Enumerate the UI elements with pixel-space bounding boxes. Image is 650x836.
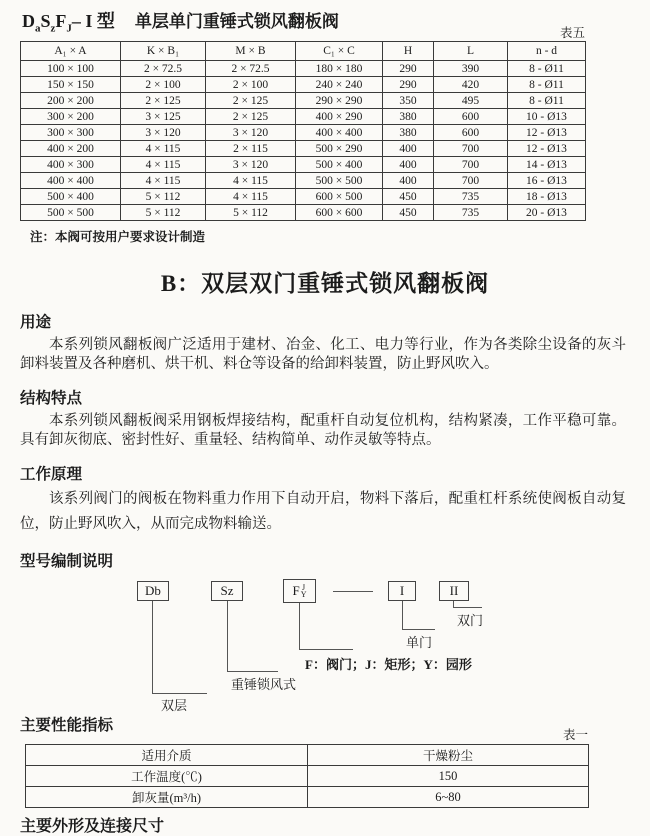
table-cell: 500 × 500 [296, 173, 383, 189]
table-row [21, 157, 586, 173]
leg-line-f-h [299, 649, 353, 650]
table-row [26, 766, 589, 787]
table-header-cell: L [434, 42, 508, 61]
table-cell: 290 × 290 [296, 93, 383, 109]
performance-table [25, 744, 589, 808]
table-cell: 400 × 400 [296, 125, 383, 141]
table-header-cell: n - d [508, 42, 586, 61]
table-cell: 5 × 112 [121, 189, 206, 205]
table-cell: 300 × 300 [21, 125, 121, 141]
model-box-i: I [388, 581, 416, 601]
table-note: 注：本阀可按用户要求设计制造 [30, 230, 206, 244]
table-cell: 工作温度(℃) [26, 766, 308, 787]
table-cell: 400 × 200 [21, 141, 121, 157]
label-double-door: 双门 [457, 613, 484, 628]
table-cell: 400 [383, 141, 434, 157]
table-cell: 400 [383, 173, 434, 189]
label-single-door: 单门 [406, 635, 433, 650]
leg-line-sz [227, 601, 228, 671]
model-dash-line [333, 591, 373, 592]
table-cell: 4 × 115 [206, 173, 296, 189]
table-cell: 14 - Ø13 [508, 157, 586, 173]
model-box-f-sup-sub: J Y [300, 582, 307, 600]
label-f-legend: F：阀门；J：矩形；Y：园形 [305, 657, 472, 672]
table-cell: 5 × 112 [206, 205, 296, 221]
table-cell: 450 [383, 205, 434, 221]
table-cell: 500 × 500 [21, 205, 121, 221]
table-cell: 300 × 200 [21, 109, 121, 125]
table-row [26, 787, 589, 808]
principle-heading: 工作原理 [20, 466, 83, 483]
leg-line-db [152, 601, 153, 693]
table-cell: 2 × 115 [206, 141, 296, 157]
table-cell: 2 × 72.5 [206, 61, 296, 77]
table-cell: 16 - Ø13 [508, 173, 586, 189]
table-row [21, 109, 586, 125]
table-cell: 400 [383, 157, 434, 173]
table-row [26, 745, 589, 766]
table-row [21, 93, 586, 109]
table-header-cell: C₁ × C [296, 42, 383, 61]
table-cell: 500 × 400 [296, 157, 383, 173]
table-cell: 150 × 150 [21, 77, 121, 93]
leg-line-i [402, 601, 403, 629]
table-cell: 8 - Ø11 [508, 61, 586, 77]
table-header-cell: K × B₁ [121, 42, 206, 61]
table-row [21, 173, 586, 189]
table-cell: 400 × 400 [21, 173, 121, 189]
table-cell: 735 [434, 189, 508, 205]
table-cell: 4 × 115 [121, 157, 206, 173]
label-double-layer: 双层 [161, 698, 188, 713]
table-cell: 600 × 500 [296, 189, 383, 205]
table-cell: 150 [308, 766, 589, 787]
table-cell: 12 - Ø13 [508, 141, 586, 157]
table-row [21, 77, 586, 93]
table-cell: 400 × 300 [21, 157, 121, 173]
table-cell: 6~80 [308, 787, 589, 808]
table-cell: 450 [383, 189, 434, 205]
table-header-cell: A₁ × A [21, 42, 121, 61]
table-cell: 700 [434, 141, 508, 157]
table-row [21, 189, 586, 205]
table-cell: 500 × 290 [296, 141, 383, 157]
model-box-ii: II [439, 581, 469, 601]
page-title: 单层单门重锤式锁风翻板阀 [134, 12, 339, 31]
table-cell: 2 × 100 [121, 77, 206, 93]
table-cell: 20 - Ø13 [508, 205, 586, 221]
table-row [21, 125, 586, 141]
table-five-label: 表五 [559, 26, 585, 40]
table-cell: 3 × 125 [121, 109, 206, 125]
table-cell: 350 [383, 93, 434, 109]
structure-heading: 结构特点 [20, 390, 83, 407]
table-cell: 2 × 125 [206, 93, 296, 109]
table-cell: 4 × 115 [121, 141, 206, 157]
table-cell: 735 [434, 205, 508, 221]
table-cell: 500 × 400 [21, 189, 121, 205]
table-cell: 2 × 125 [121, 93, 206, 109]
table-cell: 卸灰量(m³/h) [26, 787, 308, 808]
table-cell: 290 [383, 61, 434, 77]
dimension-table-header [21, 42, 586, 61]
model-number-diagram [0, 575, 650, 711]
model-box-db: Db [137, 581, 169, 601]
table-cell: 100 × 100 [21, 61, 121, 77]
table-cell: 5 × 112 [121, 205, 206, 221]
table-cell: 700 [434, 157, 508, 173]
table-cell: 495 [434, 93, 508, 109]
table-cell: 700 [434, 173, 508, 189]
principle-paragraph: 该系列阀门的阀板在物料重力作用下自动开启，物料下落后，配重杠杆系统使阀板自动复位，防止野风吹入，从而完成物料输送。 [20, 491, 626, 532]
performance-table-body [26, 745, 589, 808]
table-cell: 290 [383, 77, 434, 93]
table-cell: 240 × 240 [296, 77, 383, 93]
table-cell: 12 - Ø13 [508, 125, 586, 141]
table-cell: 适用介质 [26, 745, 308, 766]
table-header-cell: M × B [206, 42, 296, 61]
table-cell: 2 × 72.5 [121, 61, 206, 77]
model-spec-heading: 型号编制说明 [20, 553, 114, 570]
table-cell: 420 [434, 77, 508, 93]
table-cell: 2 × 125 [206, 109, 296, 125]
table-cell: 18 - Ø13 [508, 189, 586, 205]
table-cell: 600 × 600 [296, 205, 383, 221]
outline-dimensions-heading: 主要外形及连接尺寸 [20, 818, 165, 835]
table-cell: 3 × 120 [206, 157, 296, 173]
table-header-row [21, 42, 586, 61]
table-row [21, 205, 586, 221]
table-row [21, 141, 586, 157]
table-cell: 8 - Ø11 [508, 93, 586, 109]
table-header-cell: H [383, 42, 434, 61]
table-cell: 390 [434, 61, 508, 77]
dimension-table [20, 41, 586, 221]
table-cell: 200 × 200 [21, 93, 121, 109]
table-cell: 2 × 100 [206, 77, 296, 93]
structure-paragraph: 本系列锁风翻板阀采用钢板焊接结构，配重杆自动复位机构，结构紧凑，工作平稳可靠。具有卸灰彻底、密封性好、重量轻、结构简单、动作灵敏等特点。 [20, 413, 626, 448]
table-one-label: 表一 [562, 728, 588, 742]
leg-line-f [299, 603, 300, 649]
table-cell: 4 × 115 [206, 189, 296, 205]
table-cell: 600 [434, 109, 508, 125]
table-cell: 400 × 290 [296, 109, 383, 125]
usage-heading: 用途 [20, 314, 52, 331]
dimension-table-body [21, 61, 586, 221]
model-code: $D_aS_zF_J-$ I 型 [22, 11, 115, 35]
table-cell: 10 - Ø13 [508, 109, 586, 125]
table-cell: 3 × 120 [121, 125, 206, 141]
leg-line-i-h [402, 629, 435, 630]
table-cell: 180 × 180 [296, 61, 383, 77]
leg-line-ii-h [453, 607, 482, 608]
table-cell: 380 [383, 109, 434, 125]
leg-line-sz-h [227, 671, 278, 672]
label-hammer-type: 重锤锁风式 [231, 677, 297, 692]
table-cell: 8 - Ø11 [508, 77, 586, 93]
model-box-sz: Sz [211, 581, 243, 601]
table-cell: 4 × 115 [121, 173, 206, 189]
model-box-f: F J Y [283, 579, 316, 603]
table-cell: 380 [383, 125, 434, 141]
table-cell: 600 [434, 125, 508, 141]
section-b-heading: B：双层双门重锤式锁风翻板阀 [160, 271, 490, 296]
table-cell: 干燥粉尘 [308, 745, 589, 766]
leg-line-db-h [152, 693, 207, 694]
usage-paragraph: 本系列锁风翻板阀广泛适用于建材、冶金、化工、电力等行业，作为各类除尘设备的灰斗卸料装置及各种磨机、烘干机、料仓等设备的给卸料装置，防止野风吹入。 [20, 337, 626, 372]
performance-heading: 主要性能指标 [20, 717, 114, 734]
table-row [21, 61, 586, 77]
table-cell: 3 × 120 [206, 125, 296, 141]
